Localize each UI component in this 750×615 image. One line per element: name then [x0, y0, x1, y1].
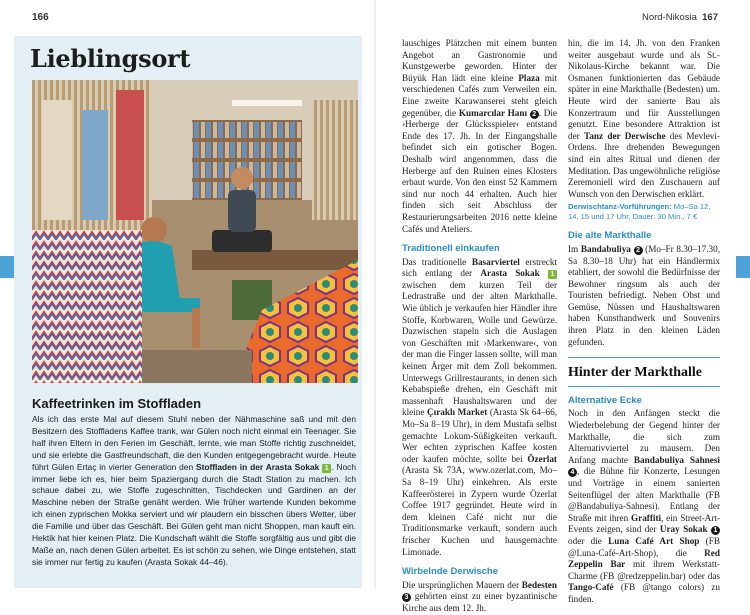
map-marker-1c: 1	[711, 526, 720, 535]
paragraph-plaza: lauschiges Plätzchen mit einem bunten Angebot an Gastronomie und Kunstgewerbe geworden. Hinter der Büyük Han lädt eine kleine Plaza mit verschiedenen Cafés zum Verweilen ein. Eine zweite Karawanserei steht gleich gegenüber, die Kumarcılar Hanı 2 . Die ›Herberge der Glücksspieler‹ entstand Ende des 17. Jh. In der Eingangshalle befindet sich ein gotischer Bogen. Deshalb wird angenommen, dass die Herberge auf den Ruinen eines Klosters erbaut wurde. Von den einst 52 Kammern sind nur noch 44 erhalten. Auch hier finden sich seit Abschluss der Restaurierungsarbeiten 2016 nette kleine Cafés und Ateliers.	[402, 38, 558, 234]
chapter-tab-left	[0, 256, 14, 278]
page-header-right	[642, 12, 718, 23]
fabric-shop-photo-icon	[32, 80, 358, 383]
panel-text-2: . Noch immer liebe ich es, hier beim Spaziergang durch die Stadt Station zu machen. Ich schaue dabei zu, wie Stoffe zugeschnitten, Tischdecken und Gardinen an der Maschine neben der Straße genäht werden. Wie früher wartende Kunden bekomme ich einen zyprischen Mokka serviert und wir plaudern ein bisschen übers Wetter, über die Familie und über das Geschäft. Bei Gülen geht man nicht Shoppen, man kauft ein. Hektik hat hier keinen Platz. Die Kundschaft wählt die Stoffe sorgfältig aus und gibt die Maße an, nach denen Gülen arbeitet. Es ist schön zu sehen, wie Dinge entstehen, statt sie immer nur fertig zu kaufen (Arasta Sokak 44–46).	[32, 461, 356, 567]
paragraph-derwische: hin, die im 14. Jh. von den Franken weiter ausgebaut wurde und als St.-Nikolaus-Kirche bekannt war. Die Osmanen funktionierten das Gebäude später in eine Markthalle (Bedesten) um. Heute wird der sanierte Bau als Konzertraum und für Ausstellungen genutzt. Eine besondere Attraktion ist der Tanz der Derwische des Mevlevi-Ordens. Ihre drehenden Bewegungen sind ein altes Ritual und dienen der Meditation. Das ungewöhnliche religiöse Zeremoniell wird den Zuschauern auf Wunsch von den Derwischen erklärt.	[568, 38, 720, 199]
page-number-right: 167	[702, 12, 718, 23]
map-marker-2: 2	[530, 110, 539, 119]
paragraph-bandabuliya: Im Bandabuliya 2 (Mo–Fr 8.30–17.30, Sa 8.30–18 Uhr) hat ein Händlermix etabliert, der sowohl die Bedürfnisse der Bewohner ringsum als auch der Touristen befriedigt. Neben Obst und Gemüse, Nüssen und Haushaltswaren haben Kunsthandwerk und Souvenirs ihren Platz in den kleinen Läden gefunden.	[568, 243, 720, 347]
section-heading-hinter-der-markthalle: Hinter der Markthalle	[568, 357, 720, 387]
favorite-place-panel	[14, 36, 362, 588]
map-marker-1b: 1	[548, 270, 557, 279]
map-marker-3: 3	[402, 593, 411, 602]
subheading-traditionell-einkaufen: Traditionell einkaufen	[402, 243, 500, 255]
info-derwischtanz: Derwischtanz-Vorführungen: Mo–Sa 12, 14, 15 und 17 Uhr, Dauer: 30 Min., 7 €	[568, 202, 711, 222]
fabric-shop-photo	[32, 80, 358, 383]
page-number-left: 166	[32, 12, 49, 23]
map-marker-4: 4	[568, 468, 577, 477]
paragraph-basar: Das traditionelle Basarviertel erstreckt sich entlang der Arasta Sokak 1 zwischen dem kurzen Teil der Ledrastraße und der alten Markthalle. Wie üblich je verkaufen hier Händler ihre Stoffe, Korbwaren, Wolle und Gewürze. Dazwischen stapeln sich die Auslagen von Geschäften mit ›Markenware‹, von der man die Finger lassen sollte, will man keinen Ärger mit dem Zoll bekommen. Unterwegs Grillrestaurants, in denen sich Kebabspieße drehen, ein Geschäft mit massenhaft Haushaltswaren und der kleine Çıraklı Market (Arasta Sk 64–66, Mo–Sa 8–19 Uhr), in dem Mustafa selbst gemachte Lokum-Süßigkeiten verkauft. Wer echten zyprischen Kaffee kosten oder kaufen möchte, sollte bei Özerlat (Arasta Sk 73A, www.ozerlat.com, Mo–Sa 8–19 Uhr) einkehren. Als erste Kaffeerösterei in Zypern wurde Özerlat Coffee 1917 gegründet. Heute wird in dem kleinen Café nicht nur die Traditionsmarke verkauft, sondern auch frischer Kuchen und hausgemachte Limonade.	[402, 256, 558, 557]
chapter-tab-right	[736, 256, 750, 278]
subheading-wirbelnde-derwische: Wirbelnde Derwische	[402, 566, 498, 578]
map-marker-1: 1	[322, 464, 331, 473]
paragraph-alternative: Noch in den Anfängen steckt die Wiederbelebung der Gegend hinter der Markthalle, die sich zum Alternativviertel zu mausern. Den Anfang machte Bandabuliya Sahnesi 4 , die Bühne für Konzerte, Lesungen und Vorträge in einem sanierten Seitenflügel der alten Markthalle (FB @Bandabuliya-Sahnesi). Entlang der Straße mit ihren Graffiti, ein Street-Art-Events zeigen, sind der Uray Sokak 1 oder die Luna Café Art Shop (FB @Luna-Café-Art-Shop), die Red Zeppelin Bar mit ihrem Werkstatt-Charme (FB @redzeppelin.bar) oder das Tango-Café (FB @tango colors) zu finden.	[568, 408, 720, 604]
panel-text-1: Als ich das erste Mal auf diesem Stuhl neben der Nähmaschine saß und mit den Besitzern des Stoffladens Kaffee trank, war Gülen noch nicht einmal ein Teenager. Sie half ihren Eltern in den Ferien im Geschäft, lernte, wie man Stoffe richtig zuschneidet, und sie erlebte die Gastfreundschaft, die den Kunden entgegengebracht wurde. Heute führt Gülen Ertaç in vierter Generation den	[32, 414, 356, 472]
running-title: Nord-Nikosia	[641, 12, 697, 23]
panel-bold-shop: Stoffladen in der Arasta Sokak	[195, 461, 320, 472]
panel-body-text	[32, 414, 356, 569]
panel-heading: Kaffeetrinken im Stoffladen	[32, 396, 202, 411]
map-marker-2b: 2	[634, 246, 643, 255]
paragraph-bedesten: Die ursprünglichen Mauern der Bedesten 3 gehörten einst zu einer byzantinische Kirche aus dem 12. Jh.	[402, 579, 557, 613]
subheading-alternative-ecke: Alternative Ecke	[568, 394, 642, 406]
text-column-1	[402, 38, 557, 615]
panel-title: Lieblingsort	[30, 44, 191, 73]
text-column-2	[568, 38, 720, 606]
page-gutter	[374, 0, 376, 588]
subheading-alte-markthalle: Die alte Markthalle	[568, 230, 652, 242]
